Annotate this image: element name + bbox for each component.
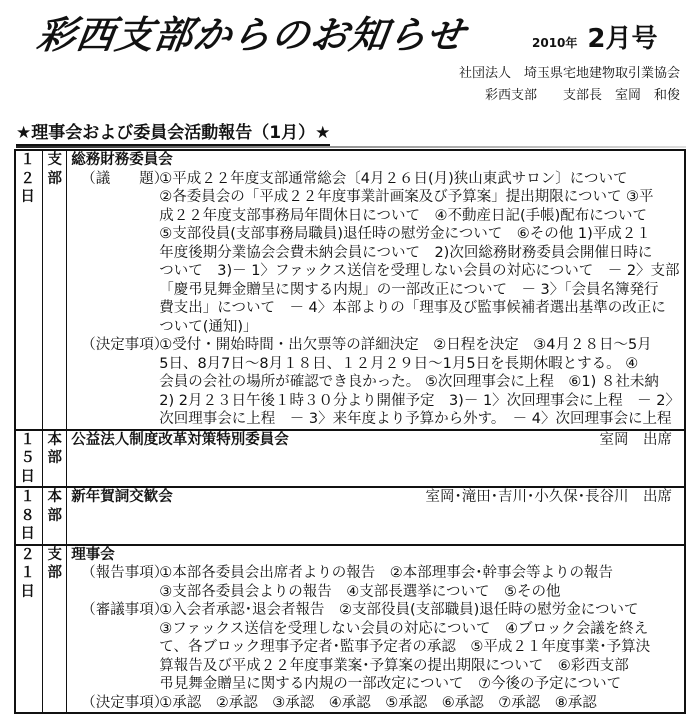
section-line: 会員の会社の場所が確認でき良かった。 ⑤次回理事会に上程 ⑥1) ８社未納 [159,374,659,390]
content-cell [67,545,685,714]
date-cell: １２日 [15,150,43,430]
section-line: ②各委員会の「平成２２年度事業計画案及び予算案」提出期限について ③平 [159,189,654,205]
section-line: ①受付・開始時間・出欠票等の詳細決定 ②日程を決定 ③4月２８日〜5月 [159,337,652,353]
content-cell [67,430,685,488]
issue-month: 2月号 [587,24,658,54]
section-line: ①平成２２年度支部通常総会〔4月２６日(月)狭山東武サロン〕について [159,170,628,187]
section-label: （決定事項） [81,694,169,711]
department-cell: 本部 [43,487,67,545]
table-row [15,545,685,714]
section-label: （報告事項） [81,565,169,581]
date-cell: １８日 [15,487,43,545]
section-line: ③支部各委員会よりの報告 ④支部長選挙について ⑤その他 [159,583,561,600]
issue-year: 2010年 [532,36,578,50]
content-cell [67,487,685,545]
section-line: ③ファックス送信を受理しない会員の対応について ④ブロック会議を終え [159,620,649,637]
section-line: ⑤支部役員(支部事務局職員)退任時の慰労金について ⑥その他 1)平成２１ [159,226,651,242]
newsletter-title: 彩西支部からのお知らせ [34,13,469,57]
section-line: 5日、8月7日〜8月１８日、１２月２９日〜1月5日を長期休暇とする。 ④ [159,355,639,372]
meeting-name: 理事会 [71,546,115,563]
agenda-section [71,601,680,694]
section-line: ついて 3)－ 1〉ファックス送信を受理しない会員の対応について － 2〉支部 [159,263,680,279]
attendance: 室岡 出席 [599,431,672,448]
section-label: （決定事項） [81,337,169,353]
section-line: 弔見舞金贈呈に関する内規の一部改定について ⑦今後の予定について [159,676,622,692]
section-line: 次回理事会に上程 － 3〉来年度より予算から外す。 － 4〉次回理事会に上程 [159,411,672,427]
section-line: 費支出」について － 4〉本部よりの「理事及び監事候補者選出基準の改正に [159,300,666,316]
table-row [15,487,685,545]
agenda-section [71,336,680,429]
table-row [15,150,685,430]
issue-label [532,18,658,55]
section-line: て、各ブロック理事予定者･監事予定者の承認 ⑤平成２１年度事業･予算決 [159,639,651,655]
section-line: 成２２年度支部事務局年間休日について ④不動産日記(手帳)配布について [159,207,647,224]
section-line: ①承認 ②承認 ③承認 ④承認 ⑤承認 ⑥承認 ⑦承認 ⑧承認 [159,694,597,711]
department-cell: 支部 [43,545,67,714]
section-line: ついて(通知)」 [159,318,258,335]
agenda-section [71,170,680,337]
section-line: 算報告及び平成２２年度事業案･予算案の提出期限について ⑥彩西支部 [159,657,629,674]
date-cell: ２１日 [15,545,43,714]
department-cell: 本部 [43,430,67,488]
branch-chief: 彩西支部 支部長 室岡 和俊 [484,88,680,103]
attendance: 室岡･滝田･吉川･小久保･長谷川 出席 [425,489,672,505]
section-line: 2) 2月２３日午後１時３０分より開催予定 3)－ 1〉次回理事会に上程 － 2〉 [159,392,680,409]
table-row [15,430,685,488]
section-heading: ★理事会および委員会活動報告（1月）★ [16,118,330,146]
meeting-name: 新年賀詞交歓会 [71,489,173,505]
organization-name: 社団法人 埼玉県宅地建物取引業協会 [458,66,680,81]
agenda-section [71,694,680,713]
divider [16,146,686,148]
section-line: 年度後期分業協会会費未納会員について 2)次回総務財務委員会開催日時に [159,244,653,261]
activity-report-table [14,149,686,714]
section-line: 「慶弔見舞金贈呈に関する内規」の一部改正について － 3〉「会員名簿発行 [159,281,659,298]
department-cell: 支部 [43,150,67,430]
agenda-section [71,564,680,601]
section-label: （審議事項） [81,602,169,618]
meeting-name: 総務財務委員会 [71,152,173,168]
section-line: ①本部各委員会出席者よりの報告 ②本部理事会･幹事会等よりの報告 [159,565,613,581]
meeting-name: 公益法人制度改革対策特別委員会 [71,431,289,448]
content-cell [67,150,685,430]
section-label: （議 題） [81,170,169,187]
date-cell: １５日 [15,430,43,488]
section-line: ①入会者承認･退会者報告 ②支部役員(支部職員)退任時の慰労金について [159,602,639,618]
